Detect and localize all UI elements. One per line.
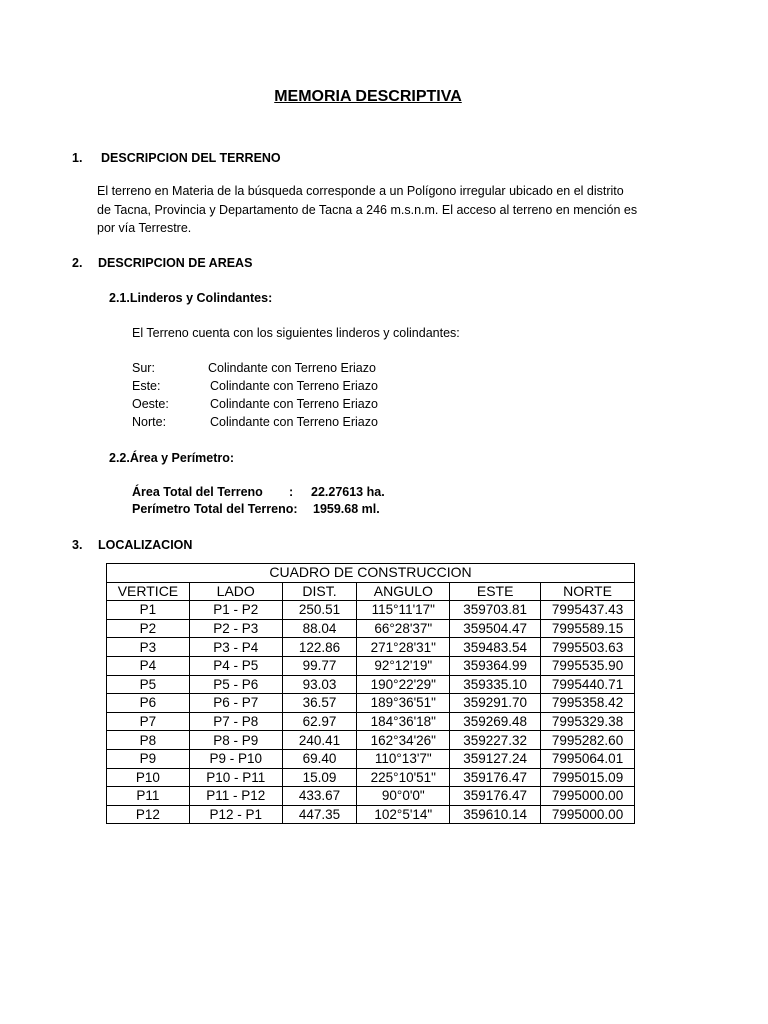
table-cell: 433.67 (282, 787, 357, 806)
table-cell: P7 (107, 712, 190, 731)
section-number: 2. (72, 256, 83, 270)
area-label: Área Total del Terreno (132, 485, 263, 499)
lindero-side: Oeste: (132, 397, 169, 411)
table-row (107, 712, 635, 731)
column-header: VERTICE (107, 582, 190, 601)
paragraph-line: El terreno en Materia de la búsqueda corresponde a un Polígono irregular ubicado en el distrito (97, 184, 624, 198)
lindero-side: Este: (132, 379, 161, 393)
table-cell: P1 (107, 601, 190, 620)
table-row (107, 675, 635, 694)
subsection-2-1-heading: 2.1.Linderos y Colindantes: (109, 291, 273, 305)
column-header: ESTE (450, 582, 541, 601)
table-cell: P5 (107, 675, 190, 694)
table-cell: P9 (107, 749, 190, 768)
table-cell: 184°36'18" (357, 712, 450, 731)
subsection-2-2-heading: 2.2.Área y Perímetro: (109, 451, 235, 465)
table-cell: 15.09 (282, 768, 357, 787)
table-row (107, 805, 635, 824)
table-cell: P10 - P11 (189, 768, 282, 787)
table-row (107, 749, 635, 768)
table-cell: 359483.54 (450, 638, 541, 657)
area-value: 22.27613 ha. (311, 485, 385, 499)
table-cell: 7995329.38 (541, 712, 635, 731)
table-cell: P12 (107, 805, 190, 824)
table-row (107, 731, 635, 750)
area-total-row (132, 483, 385, 501)
table-cell: 359176.47 (450, 768, 541, 787)
section-3-heading (72, 536, 192, 554)
construction-table-wrapper (106, 563, 635, 824)
table-body (107, 601, 635, 824)
lindero-desc: Colindante con Terreno Eriazo (208, 361, 376, 375)
table-cell: P8 (107, 731, 190, 750)
linderos-intro: El Terreno cuenta con los siguientes linderos y colindantes: (132, 326, 460, 340)
table-cell: P6 (107, 694, 190, 713)
perimetro-label: Perímetro Total del Terreno: (132, 502, 298, 516)
table-cell: 7995535.90 (541, 656, 635, 675)
table-cell: 271°28'31" (357, 638, 450, 657)
section-title: LOCALIZACION (98, 538, 193, 552)
table-cell: P11 - P12 (189, 787, 282, 806)
table-cell: 122.86 (282, 638, 357, 657)
section-2-heading (72, 254, 252, 272)
section-number: 1. (72, 151, 83, 165)
perimetro-value: 1959.68 ml. (313, 502, 380, 516)
table-cell: 93.03 (282, 675, 357, 694)
table-cell: 115°11'17" (357, 601, 450, 620)
table-cell: P11 (107, 787, 190, 806)
table-cell: P8 - P9 (189, 731, 282, 750)
table-cell: 102°5'14" (357, 805, 450, 824)
table-cell: 190°22'29" (357, 675, 450, 694)
terrain-description (97, 182, 657, 238)
table-cell: 7995358.42 (541, 694, 635, 713)
table-cell: P4 - P5 (189, 656, 282, 675)
table-cell: P6 - P7 (189, 694, 282, 713)
table-cell: 7995440.71 (541, 675, 635, 694)
table-row (107, 656, 635, 675)
section-title: DESCRIPCION DEL TERRENO (101, 151, 281, 165)
table-cell: 359364.99 (450, 656, 541, 675)
lindero-desc: Colindante con Terreno Eriazo (210, 397, 378, 411)
area-separator: : (289, 485, 294, 499)
lindero-row-este (132, 377, 378, 395)
table-cell: 7995000.00 (541, 805, 635, 824)
table-cell: 110°13'7" (357, 749, 450, 768)
table-cell: 250.51 (282, 601, 357, 620)
lindero-row-oeste (132, 395, 378, 413)
table-row (107, 768, 635, 787)
lindero-side: Sur: (132, 361, 155, 375)
table-header-row (107, 582, 635, 601)
lindero-desc: Colindante con Terreno Eriazo (210, 379, 378, 393)
column-header: ANGULO (357, 582, 450, 601)
section-1-heading (72, 149, 281, 167)
table-cell: 7995064.01 (541, 749, 635, 768)
table-cell: 240.41 (282, 731, 357, 750)
page-title: MEMORIA DESCRIPTIVA (274, 88, 462, 105)
table-cell: 359227.32 (450, 731, 541, 750)
table-cell: 7995589.15 (541, 619, 635, 638)
table-cell: 7995437.43 (541, 601, 635, 620)
table-cell: 225°10'51" (357, 768, 450, 787)
column-header: NORTE (541, 582, 635, 601)
table-cell: P9 - P10 (189, 749, 282, 768)
table-cell: P2 (107, 619, 190, 638)
lindero-row-sur (132, 359, 376, 377)
table-cell: 88.04 (282, 619, 357, 638)
paragraph-line: de Tacna, Provincia y Departamento de Tacna a 246 m.s.n.m. El acceso al terreno en mención es (97, 202, 638, 217)
table-row (107, 619, 635, 638)
table-row (107, 787, 635, 806)
table-cell: 359504.47 (450, 619, 541, 638)
lindero-row-norte (132, 413, 378, 431)
table-cell: P4 (107, 656, 190, 675)
table-cell: 189°36'51" (357, 694, 450, 713)
table-cell: 90°0'0" (357, 787, 450, 806)
table-cell: P1 - P2 (189, 601, 282, 620)
table-cell: 447.35 (282, 805, 357, 824)
table-cell: 7995282.60 (541, 731, 635, 750)
table-cell: 359610.14 (450, 805, 541, 824)
lindero-side: Norte: (132, 415, 167, 429)
construction-table (106, 563, 635, 824)
table-cell: 162°34'26" (357, 731, 450, 750)
table-cell: 62.97 (282, 712, 357, 731)
column-header: DIST. (282, 582, 357, 601)
table-caption: CUADRO DE CONSTRUCCION (107, 564, 635, 583)
table-row (107, 694, 635, 713)
table-cell: 7995000.00 (541, 787, 635, 806)
section-title: DESCRIPCION DE AREAS (98, 256, 253, 270)
table-cell: 359335.10 (450, 675, 541, 694)
table-row (107, 638, 635, 657)
table-cell: P12 - P1 (189, 805, 282, 824)
table-cell: 92°12'19" (357, 656, 450, 675)
table-cell: 359269.48 (450, 712, 541, 731)
table-cell: 66°28'37" (357, 619, 450, 638)
table-cell: 359291.70 (450, 694, 541, 713)
table-cell: 359127.24 (450, 749, 541, 768)
table-cell: 36.57 (282, 694, 357, 713)
column-header: LADO (189, 582, 282, 601)
table-cell: P3 (107, 638, 190, 657)
table-cell: 359176.47 (450, 787, 541, 806)
table-cell: P3 - P4 (189, 638, 282, 657)
table-row (107, 601, 635, 620)
table-cell: 7995015.09 (541, 768, 635, 787)
lindero-desc: Colindante con Terreno Eriazo (210, 415, 378, 429)
table-cell: 359703.81 (450, 601, 541, 620)
table-cell: 69.40 (282, 749, 357, 768)
paragraph-line: por vía Terrestre. (97, 221, 192, 235)
table-cell: 7995503.63 (541, 638, 635, 657)
perimetro-total-row (132, 500, 380, 518)
table-cell: P10 (107, 768, 190, 787)
section-number: 3. (72, 538, 83, 552)
table-cell: P2 - P3 (189, 619, 282, 638)
table-cell: 99.77 (282, 656, 357, 675)
table-cell: P7 - P8 (189, 712, 282, 731)
table-cell: P5 - P6 (189, 675, 282, 694)
